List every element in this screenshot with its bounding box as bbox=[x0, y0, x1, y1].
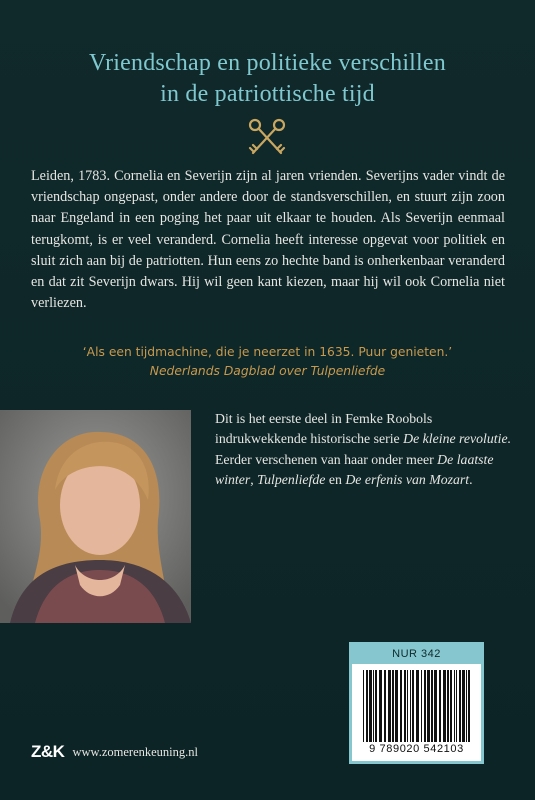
review-quote bbox=[40, 343, 495, 381]
barcode-bar bbox=[434, 670, 437, 742]
barcode-bar bbox=[373, 670, 374, 742]
barcode-bar bbox=[416, 670, 419, 742]
publisher-footer bbox=[31, 740, 198, 764]
nur-code: NUR 342 bbox=[352, 645, 481, 664]
barcode-bar bbox=[439, 670, 441, 742]
book-title: De erfenis van Mozart bbox=[345, 472, 470, 488]
barcode-bar bbox=[363, 670, 364, 742]
barcode-bar bbox=[379, 670, 382, 742]
barcode-bar bbox=[395, 670, 398, 742]
barcode-bar bbox=[412, 670, 414, 742]
barcode-bar bbox=[388, 670, 391, 742]
book-title: Tulpenliefde bbox=[257, 472, 326, 488]
bio-separator: en bbox=[325, 472, 346, 488]
author-bio bbox=[215, 409, 515, 491]
author-photo bbox=[0, 410, 191, 623]
quote-source: Nederlands Dagblad over Tulpenliefde bbox=[149, 364, 386, 378]
barcode-bar bbox=[454, 670, 455, 742]
barcode-bar bbox=[427, 670, 430, 742]
barcode-bar bbox=[456, 670, 457, 742]
barcode-bar bbox=[459, 670, 461, 742]
barcode-bar bbox=[431, 670, 433, 742]
barcode-bar bbox=[407, 670, 408, 742]
synopsis-text: Leiden, 1783. Cornelia en Severijn zijn al jaren vrienden. Severijns vader vindt de vriendschap ongepast, onder andere door de standsverschillen, en stuurt zijn zoon naar Engeland in een poging het paar uit elkaar te houden. Als Severijn eenmaal terugkomt, is er veel veranderd. Cornelia heeft interesse opgevat voor politiek en sluit zich aan bij de patriotten. Hun eens zo hechte band is onherkenbaar veranderd en dat zit Severijn dwars. Hij wil geen kant kiezen, maar hij wil ook Cornelia niet verliezen. bbox=[31, 168, 505, 312]
quote-text: ‘Als een tijdmachine, die je neerzet in 1635. Puur genieten.’ bbox=[82, 345, 453, 359]
barcode-bar bbox=[466, 670, 467, 742]
bio-text: Dit is het eerste deel in Femke Roobols indrukwekkende historische serie bbox=[215, 411, 433, 447]
barcode-bar bbox=[421, 670, 422, 742]
barcode-bar bbox=[424, 670, 426, 742]
series-title: De kleine revolutie. bbox=[403, 431, 512, 447]
barcode-bar bbox=[450, 670, 452, 742]
book-title: De laatste winter bbox=[215, 451, 494, 488]
bio-end: . bbox=[469, 472, 473, 488]
barcode-bar bbox=[369, 670, 372, 742]
publisher-url[interactable]: www.zomerenkeuning.nl bbox=[72, 744, 198, 759]
barcode-bar bbox=[400, 670, 402, 742]
barcode-bar bbox=[468, 670, 470, 742]
barcode-bar bbox=[392, 670, 394, 742]
isbn-number: 9 789020 542103 bbox=[369, 743, 464, 755]
crossed-keys-icon bbox=[246, 117, 288, 159]
bio-separator: , bbox=[250, 472, 258, 488]
barcode-panel bbox=[349, 642, 484, 764]
barcode-bar bbox=[375, 670, 377, 742]
barcode-bar bbox=[462, 670, 465, 742]
barcode-bar bbox=[447, 670, 449, 742]
cover-heading bbox=[0, 48, 535, 110]
barcode-bar bbox=[366, 670, 368, 742]
heading-line-2: in de patriottische tijd bbox=[160, 81, 375, 107]
barcode-bar bbox=[443, 670, 446, 742]
barcode-bar bbox=[404, 670, 406, 742]
bio-text: Eerder verschenen van haar onder meer bbox=[215, 451, 438, 467]
heading-line-1: Vriendschap en politieke verschillen bbox=[89, 50, 446, 76]
publisher-logo: Z&K bbox=[31, 742, 65, 761]
barcode-bar bbox=[410, 670, 411, 742]
isbn-barcode bbox=[361, 670, 473, 742]
barcode-bar bbox=[384, 670, 386, 742]
